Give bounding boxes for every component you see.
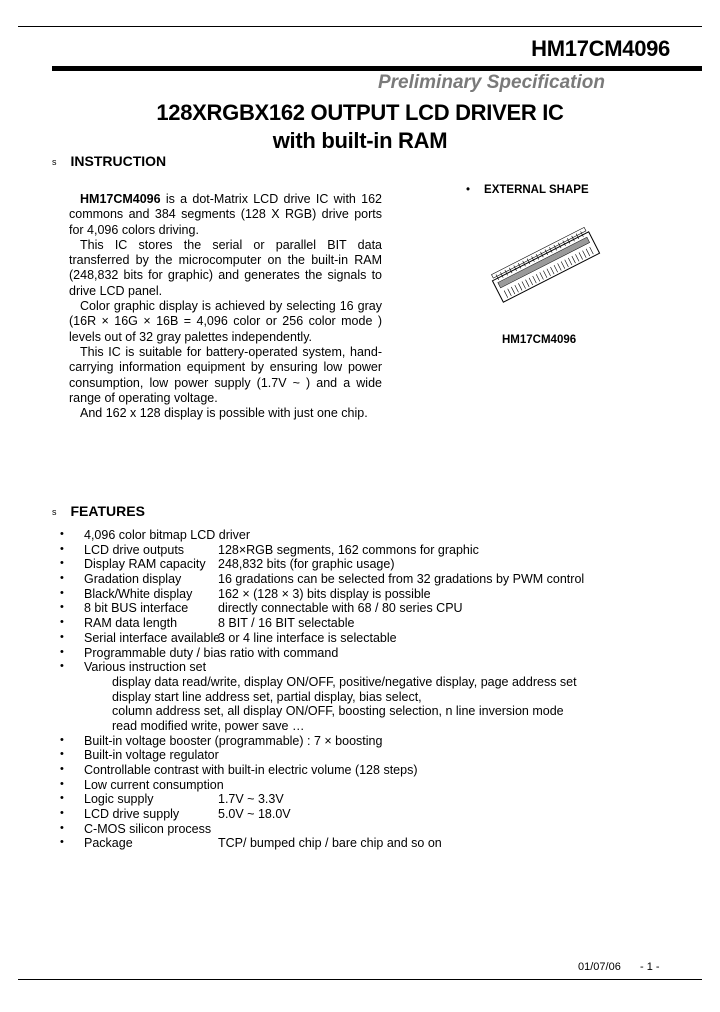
list-item: • 8 bit BUS interface directly connectable with 68 / 80 series CPU (60, 601, 463, 616)
instruction-paragraph: This IC is suitable for battery-operated system, hand-carrying information equipment by ensuring low power consumption, low power supply (1.7V ~ ) and a wide range of operating voltage. (69, 344, 382, 405)
section-marker: s (52, 157, 57, 167)
chip-package-image (486, 225, 606, 310)
list-item: • C-MOS silicon process (60, 821, 212, 836)
instruction-paragraph: And 162 x 128 display is possible with just one chip. (80, 406, 368, 421)
features-heading-text: FEATURES (70, 503, 145, 519)
instruction-body (69, 192, 382, 421)
instruction-set-line: column address set, all display ON/OFF, boosting selection, n line inversion mode (112, 704, 564, 719)
list-item: • Display RAM capacity 248,832 bits (for graphic usage) (60, 557, 395, 572)
bullet: • (466, 184, 471, 196)
features-heading (52, 503, 145, 519)
list-item: • Built-in voltage regulator (60, 748, 219, 763)
document-title: 128XRGBX162 OUTPUT LCD DRIVER IC (156, 100, 564, 125)
list-item: • Various instruction set (60, 660, 207, 675)
part-number: HM17CM4096 (531, 36, 670, 61)
external-shape-heading (466, 184, 589, 196)
chip-label: HM17CM4096 (502, 334, 577, 346)
instruction-set-line: read modified write, power save … (112, 718, 305, 733)
list-item: • LCD drive supply 5.0V ~ 18.0V (60, 807, 291, 822)
list-item: • Gradation display 16 gradations can be selected from 32 gradations by PWM control (60, 572, 585, 587)
list-item: • Black/White display 162 × (128 × 3) bits display is possible (60, 586, 431, 601)
list-item: • Serial interface available 3 or 4 line interface is selectable (60, 630, 397, 645)
list-item: • Programmable duty / bias ratio with command (60, 645, 339, 660)
instruction-set-line: display data read/write, display ON/OFF, positive/negative display, page address set (112, 674, 577, 689)
instruction-heading-text: INSTRUCTION (70, 153, 167, 169)
list-item: • LCD drive outputs 128×RGB segments, 162 commons for graphic (60, 542, 479, 557)
list-item: • RAM data length 8 BIT / 16 BIT selectable (60, 616, 355, 631)
document-subtitle: with built-in RAM (272, 128, 448, 153)
lead-part-number: HM17CM4096 (80, 192, 161, 206)
list-item: • 4,096 color bitmap LCD driver (60, 528, 251, 542)
list-item: • Controllable contrast with built-in electric volume (128 steps) (60, 763, 418, 777)
section-marker: s (52, 507, 57, 517)
instruction-set-line: display start line address set, partial display, bias select, (112, 689, 422, 704)
footer-rule (18, 979, 702, 980)
instruction-paragraph: HM17CM4096 is a dot-Matrix LCD drive IC with 162 commons and 384 segments (128 X RGB) drive ports for 4,096 colors driving. (69, 192, 382, 237)
features-list (60, 528, 710, 851)
instruction-paragraph: This IC stores the serial or parallel BIT data transferred by the microcomputer on the built-in RAM (248,832 bits for graphic) and generates the signals to drive LCD panel. (69, 237, 382, 298)
external-shape-heading-text: EXTERNAL SHAPE (484, 184, 589, 196)
top-rule (18, 26, 702, 27)
spec-status: Preliminary Specification (377, 72, 605, 93)
instruction-heading (52, 153, 166, 169)
list-item: • Package TCP/ bumped chip / bare chip and so on (60, 836, 442, 851)
list-item: • Logic supply 1.7V ~ 3.3V (60, 792, 284, 807)
list-item: • Built-in voltage booster (programmable) : 7 × boosting (60, 733, 383, 748)
page-number: - 1 - (640, 961, 660, 973)
header-thick-rule (52, 66, 702, 71)
instruction-paragraph: Color graphic display is achieved by selecting 16 gray (16R × 16G × 16B = 4,096 color or 256 color mode ) levels out of 32 gray palettes independently. (69, 299, 382, 344)
list-item: • Low current consumption (60, 777, 224, 792)
footer-date: 01/07/06 (578, 961, 621, 973)
